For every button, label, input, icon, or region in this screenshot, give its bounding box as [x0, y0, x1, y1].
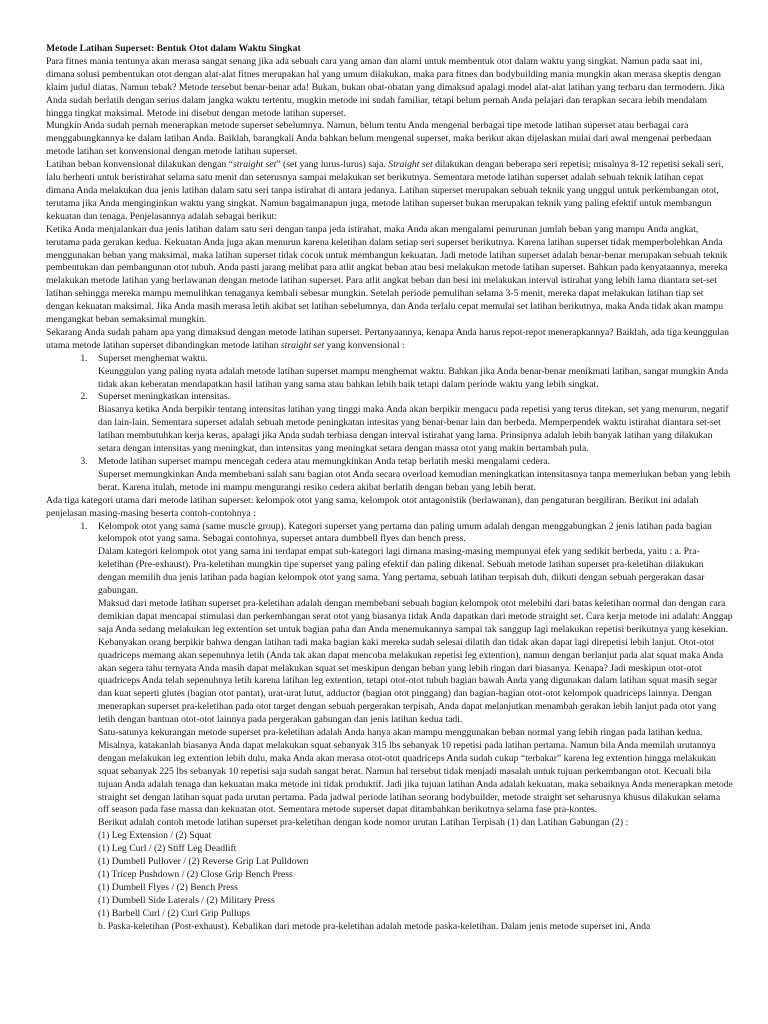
text-run: dilakukan dengan beberapa seri repetisi; misalnya 8-12 repetisi sekali seri, lalu berhenti untuk beristirahat selama satu menit dan seterusnya sampai melakukan set berikutnya. Sementara metode latihan superset adalah sebuah teknik latihan cepat dimana Anda melakukan dua jenis latihan dalam satu seri tanpa istirahat di antara jedanya. Latihan superset merupakan sebuah teknik yang unggul untuk perkembangan otot, terutama jika Anda menginginkan waktu yang singkat. Namun bagaimanapun juga, metode latihan superset bukan merupakan teknik yang paling efektif untuk membangun kekuatan dan tenaga. Penjelasannya adalah sebagai berikut: [46, 159, 724, 222]
text-run: yang konvensional : [324, 339, 405, 351]
category-paragraph: Berikut adalah contoh metode latihan superset pra-keletihan dengan kode nomor urutan Latihan Terpisah (1) dan Latihan Gabungan (2) : [98, 817, 629, 829]
list-item [90, 521, 733, 934]
list-item [90, 353, 733, 392]
emphasis-run: Straight set [388, 159, 433, 171]
exercise-examples [98, 830, 733, 920]
straight-set-paragraph [46, 159, 733, 224]
list-item [90, 456, 733, 495]
category-paragraph: Maksud dari metode latihan superset pra-keletihan adalah dengan membebani sebuah bagian kelompok otot melebihi dari batas keletihan normal dan dengan cara demikian dapat mencapai stimulasi dan perkembangan serat otot yang biasanya tidak Anda dapatkan dari metode straight set. Cara kerja metode ini adalah: Anggap saja Anda sedang melakukan leg extention set untuk bagian paha dan Anda menemukannya sampai tak sanggup lagi melakukan repetisi berikutnya yang kesekian. Kebanyakan orang berpikir bahwa dengan latihan tadi maka bagian kaki mereka sudah selesai dilatih dan tidak akan dapat lagi direpetisi lebih lanjut. Otot-otot quadriceps memang akan sepenuhnya letih (Anda tak akan dapat mencoba melakukan repetisi leg extention), namun dengan berlanjut pada alat squat maka Anda akan segera tahu ternyata Anda masih dapat melakukan squat set meskipun dengan beban yang lebih ringan dari biasanya. Kenapa? Jadi meskipun otot-otot quadriceps Anda telah sepenuhnya letih karena latihan leg extention, tetapi otot-otot tubuh bagian bawah Anda yang digunakan dalam latihan squat masih segar dan kuat seperti glutes (bagian otot pantat), urat-urat lutut, adductor (bagian otot pinggang) dan bagian-bagian otot-otot kelompok quadriceps lainnya. Dengan menerapkan superset pra-keletihan pada otot target dengan sebuah pergerakan terpisah, Anda dapat melanjutkan menambah gerakan lebih lanjut pada otot yang letih dengan bantuan otot-otot lainnya pada pergerakan gabungan dan jenis latihan kedua tadi. [98, 597, 733, 726]
benefits-list [46, 353, 733, 495]
benefits-intro-paragraph [46, 327, 733, 353]
exercise-example: (1) Leg Extension / (2) Squat [98, 830, 212, 842]
text-run: Latihan beban konvensional dilakukan dengan “ [46, 159, 233, 171]
text-run: Sekarang Anda sudah paham apa yang dimaksud dengan metode latihan superset. Pertanyaannya, kenapa Anda harus repot-repot menerapkannya? Baiklah, ada tiga keunggulan utama metode latihan superset dibandingkan metode latihan [46, 326, 730, 351]
document-title: Metode Latihan Superset: Bentuk Otot dalam Waktu Singkat [46, 43, 301, 54]
text-run: ” (set yang lurus-lurus) saja. [276, 159, 389, 171]
category-paragraph: b. Paska-keletihan (Post-exhaust). Kebalikan dari metode pra-keletihan adalah metode paska-keletihan. Dalam jenis metode superset ini, Anda [98, 920, 651, 932]
benefit-heading: 2. Superset meningkatkan intensitas. [98, 391, 231, 403]
categories-intro-paragraph: Ada tiga kategori utama dari metode latihan superset: kelompok otot yang sama, kelompok otot antagonistik (berlawanan), dan pengaturan bergiliran. Berikut ini adalah penjelasan masing-masing beserta contoh-contohnya : [46, 494, 699, 519]
intro-paragraph-1: Para fitnes mania tentunya akan merasa sangat senang jika ada sebuah cara yang aman dan alami untuk membentuk otot dalam waktu yang singkat. Namun pada saat ini, dimana solusi pembentukan otot dengan alat-alat fitnes merupakan hal yang umum dilakukan, maka para fitnes dan bodybuilding mania mungkin akan merasa skeptis dengan klaim judul diatas. Namun tebak? Metode tersebut benar-benar ada! Bukan, bukan obat-obatan yang dimaksud apalagi model alat-alat latihan yang terbaru dan termodern. Jika Anda sudah berlatih dengan serius dalam jangka waktu tertentu, mugkin metode ini sudah familiar, tetapi belum pernah Anda pelajari dan terapkan secara lebih mendalam hingga tingkat maksimal. Metode ini disebut dengan metode latihan superset. [46, 55, 725, 119]
list-item [90, 391, 733, 456]
explanation-paragraph: Ketika Anda menjalankan dua jenis latihan dalam satu seri dengan tanpa jeda istirahat, maka Anda akan mengalami penurunan jumlah beban yang mampu Anda angkat, terutama pada gerakan kedua. Kekuatan Anda juga akan menurun karena keletihan dalam setiap seri superset berikutnya. Karena latihan superset tidak memperbolehkan Anda menggunakan beban yang maksimal, maka latihan superset tidak cocok untuk membangun kekuatan. Jadi metode latihan superset adalah benar-benar merupakan sebuah teknik pembentukan dan pembangunan otot tubuh. Anda pasti jarang melihat para atlit angkat beban atau besi melakukan metode latihan superset. Bahkan pada kenyataannya, mereka melakukan metode latihan yang berlawanan dengan metode latihan superset. Para atlit angkat beban dan besi ini melakukan interval istirahat yang lebih lama diantara set-set latihan sehingga mereka mampu memulihkan tenaganya kembali sebesar mungkin. Setelah periode pemulihan selama 3-5 menit, mereka dapat melakukan latihan tiap set dengan kekuatan maksimal. Jika Anda masih merasa letih akibat set latihan sebelumnya, dan Anda terlalu cepat memulai set latihan berikutnya, maka Anda tidak akan mampu mengangkat beban semaksimal mungkin. [46, 223, 728, 326]
exercise-example: (1) Tricep Pushdown / (2) Close Grip Bench Press [98, 869, 293, 880]
benefit-body: Superset memungkinkan Anda membebani salah satu bagian otot Anda secara overload kemudian meningkatkan intensitasnya tanpa memerlukan beban yang lebih berat. Karena itulah, metode ini mampu mengurangi resiko cedera akibat berlatih dengan beban yang lebih berat. [98, 468, 731, 493]
exercise-example: (1) Dumbell Side Laterals / (2) Military Press [98, 894, 275, 906]
categories-list [46, 521, 733, 934]
category-heading: 1. Kelompok otot yang sama (same muscle group). Kategori superset yang pertama dan paling umum adalah dengan menggabungkan 2 jenis latihan pada bagian kelompok otot yang sama. Sebagai contohnya, superset antara dumbbell flyes dan bench press. [98, 520, 712, 545]
emphasis-run: straight set [232, 159, 277, 171]
benefit-heading: 3. Metode latihan superset mampu mencegah cedera atau memungkinkan Anda tetap berlatih meski mengalami cedera. [98, 456, 550, 467]
category-paragraph: Dalam kategori kelompok otot yang sama ini terdapat empat sub-kategori lagi dimana masing-masing mempunyai efek yang sedikit berbeda, yaitu : a. Pra-keletihan (Pre-exhaust). Pra-keletihan mungkin tipe superset yang paling efektif dan paling dikenal. Sebuah metode latihan superset pra-keletihan dilakukan dengan memilih dua jenis latihan pada bagian kelompok otot yang sama. Yang pertama, sebuah latihan terpisah duh, diikuti dengan sebuah pergerakan dasar gabungan. [98, 546, 705, 597]
category-paragraph: Satu-satunya kekurangan metode superset pra-keletihan adalah Anda hanya akan mampu menggunakan beban normal yang lebih ringan pada latihan kedua. Misalnya, katakanlah biasanya Anda dapat melakukan squat sebanyak 315 lbs sebanyak 10 repetisi pada latihan pertama. Namun bila Anda memilah urutannya dengan melakukan leg extention lebih dulu, maka Anda akan merasa otot-otot quadriceps Anda sudah cukup “terbakar” karena leg extention hingga melakukan squat sebanyak 225 lbs sebanyak 10 repetisi saja sudah sangat berat. Namun hal tersebut tidak menjadi masalah untuk tujuan perkembangan otot. Kecuali bila tujuan Anda adalah tenaga dan kekuatan maka metode ini tidak produktif. Jadi jika tujuan latihan Anda adalah kekuatan, maka sebaiknya Anda menerapkan metode straight set dengan latihan squat pada urutan pertama. Pada jadwal periode latihan seorang bodybuilder, metode straight set seharusnya khusus dilakukan selama off season pada fase massa dan kekuatan otot. Sementara metode superset dapat ditambahkan berikutnya selama fase pra-kontes. [98, 727, 733, 816]
exercise-example: (1) Barbell Curl / (2) Curl Grip Pullups [98, 907, 251, 919]
emphasis-run: straight set [280, 339, 325, 351]
benefit-body: Biasanya ketika Anda berpikir tentang intensitas latihan yang tinggi maka Anda akan berpikir mengacu pada repetisi yang terus ditekan, set yang menurun, negatif dan lain-lain. Sementara superset adalah sebuah metode peningkatan intesitas yang benar-benar lain dan berbeda. Memperpendek waktu istirahat diantara set-set latihan membutuhkan kerja keras, apalagi jika Anda sudah terbiasa dengan interval istirahat yang lama. Prinsipnya adalah lebih banyak latihan yang dilakukan setara dengan intensitas yang meningkat, dan intensitas yang meningkat setara dengan massa otot yang makin bertambah pula. [98, 404, 729, 455]
benefit-body: Keunggulan yang paling nyata adalah metode latihan superset mampu menghemat waktu. Bahkan jika Anda benar-benar menikmati latihan, sangat mungkin Anda tidak akan keberatan mendapatkan hasil latihan yang sama atau bahkan lebih baik tetapi dalam periode waktu yang lebih singkat. [98, 365, 729, 390]
intro-paragraph-2: Mungkin Anda sudah pernah menerapkan metode superset sebelumnya. Namun, belum tentu Anda mengenal berbagai tipe metode latihan superset atau berbagai cara menggabungkannya ke dalam latihan Anda. Baiklah, barangkali Anda bahkan belum mengenal superset, maka berikut akan dijelaskan mulai dari awal mengenai perbedaan metode latihan set konvensional dengan metode latihan superset. [46, 120, 712, 158]
exercise-example: (1) Dumbell Pullover / (2) Reverse Grip Lat Pulldown [98, 856, 309, 868]
exercise-example: (1) Dumbell Flyes / (2) Bench Press [98, 881, 238, 893]
exercise-example: (1) Leg Curl / (2) Stiff Leg Deadlift [98, 843, 237, 855]
benefit-heading: 1. Superset menghemat waktu. [98, 352, 208, 364]
